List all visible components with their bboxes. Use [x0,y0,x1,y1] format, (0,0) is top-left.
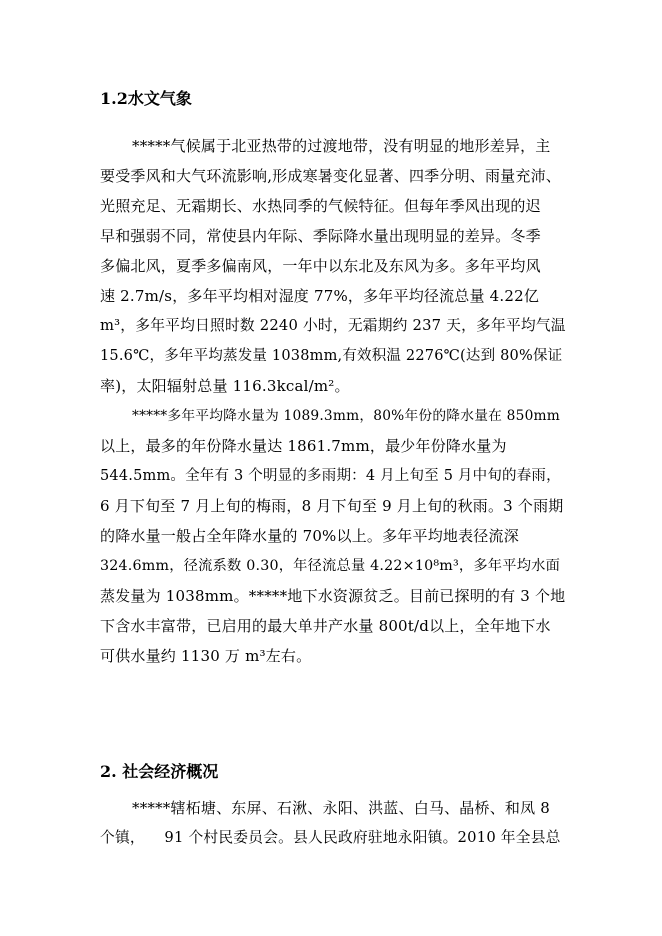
paragraph-line: 个镇， 91 个村民委员会。县人民政府驻地永阳镇。2010 年全县总 [100,829,561,846]
paragraph-line: 6 月下旬至 7 月上旬的梅雨，8 月下旬至 9 月上旬的秋雨。3 个雨期 [100,497,564,515]
paragraph-line: 率)，太阳辐射总量 116.3kcal/m²。 [100,377,350,395]
paragraph-line: 光照充足、无霜期长、水热同季的气候特征。但每年季风出现的迟 [100,197,541,215]
paragraph-line: m³，多年平均日照时数 2240 小时，无霜期约 237 天，多年平均气温 [100,317,566,334]
paragraph-line: 要受季风和大气环流影响,形成寒暑变化显著、四季分明、雨量充沛、 [100,167,561,185]
paragraph-line: 以上，最多的年份降水量达 1861.7mm，最少年份降水量为 [100,437,507,455]
section-heading-socioeconomic-overview: 2. 社会经济概况 [100,762,219,781]
paragraph-line: 15.6℃，多年平均蒸发量 1038mm,有效积温 2276℃(达到 80%保证 [100,348,563,364]
paragraph-line: 速 2.7m/s，多年平均相对湿度 77%，多年平均径流总量 4.22亿 [100,287,540,305]
paragraph-line: 下含水丰富带，已启用的最大单井产水量 800t/d以上，全年地下水 [100,617,551,635]
paragraph-line: *****辖柘塘、东屏、石湫、永阳、洪蓝、白马、晶桥、和凤 8 [132,799,551,817]
paragraph-line: 蒸发量为 1038mm。*****地下水资源贫乏。目前已探明的有 3 个地 [100,587,566,605]
section-heading-hydrology-meteorology: 1.2水文气象 [100,89,192,108]
paragraph-line: 544.5mm。全年有 3 个明显的多雨期：4 月上旬至 5 月中旬的春雨， [100,468,561,484]
paragraph-line: 可供水量约 1130 万 m³左右。 [100,647,312,665]
paragraph-line: 324.6mm，径流系数 0.30，年径流总量 4.22×10⁸m³，多年平均水面 [100,558,561,574]
paragraph-line: 的降水量一般占全年降水量的 70%以上。多年平均地表径流深 [100,527,519,545]
paragraph-line: 多偏北风，夏季多偏南风，一年中以东北及东风为多。多年平均风 [100,257,541,275]
paragraph-line: 早和强弱不同，常使县内年际、季际降水量出现明显的差异。冬季 [100,227,541,245]
paragraph-line: *****多年平均降水量为 1089.3mm，80%年份的降水量在 850mm [132,408,560,424]
paragraph-line: *****气候属于北亚热带的过渡地带，没有明显的地形差异，主 [132,137,551,155]
